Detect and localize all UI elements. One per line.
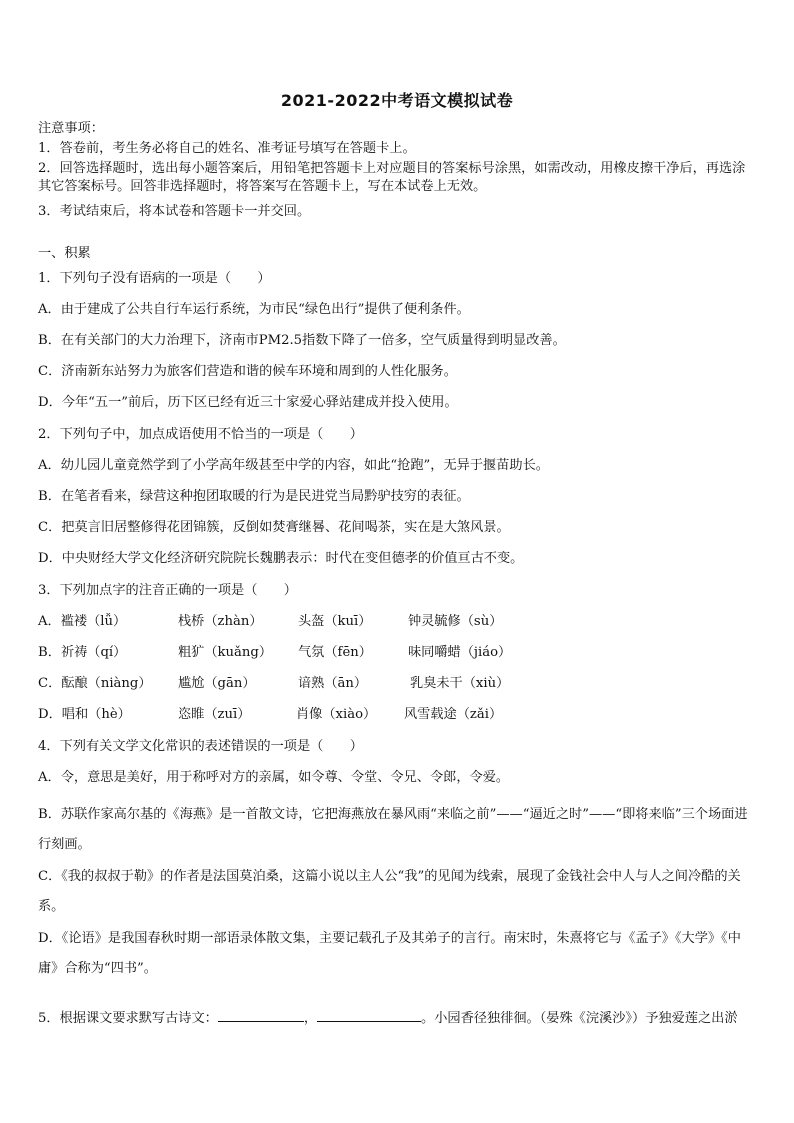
q3-b-item-1: B．祈祷（qí） [38,645,127,660]
q3-d-item-1: D．唱和（hè） [38,707,131,722]
q3-c-item-4: 乳臭未干（xiù） [410,676,510,691]
q1-option-b: B．在有关部门的大力治理下，济南市PM2.5指数下降了一倍多，空气质量得到明显改善。 [38,333,566,348]
q3-a-item-1: A．褴褛（lǚ） [38,614,127,629]
q3-a-item-4: 钟灵毓修（sù） [408,614,503,629]
q5-prefix: 5．根据课文要求默写古诗文： [38,1011,218,1026]
q4-option-d: D．《论语》是我国春秋时期一部语录体散文集，主要记载孔子及其弟子的言行。南宋时，朱熹将它与《孟子》《大学》《中庸》合称为“四书”。 [38,931,741,976]
q4-option-c: C．《我的叔叔于勒》的作者是法国莫泊桑，这篇小说以主人公“我”的见闻为线索，展现了金钱社会中人与人之间冷酷的关系。 [38,869,741,914]
q5-answer-blank-1[interactable] [218,1008,304,1022]
q5-comma: ， [303,1011,318,1026]
q5-suffix: 。小园香径独徘徊。（晏殊《浣溪沙》）予独爱莲之出淤 [421,1011,738,1026]
q3-d-item-3: 肖像（xiào） [296,707,377,722]
q2-option-b: B．在笔者看来，绿营这种抱团取暖的行为是民进党当局黔驴技穷的表征。 [38,489,470,504]
exam-title: 2021-2022中考语文模拟试卷 [280,91,514,110]
q1-stem: 1．下列句子没有语病的一项是（ ） [38,271,271,286]
q2-option-a: A．幼儿园儿童竟然学到了小学高年级甚至中学的内容，如此“抢跑”，无异于揠苗助长。 [38,458,549,473]
q4-option-b: B．苏联作家高尔基的《海燕》是一首散文诗，它把海燕放在暴风雨“来临之前”——“逼近之时”——“即将来临”三个场面进行刻画。 [38,807,748,852]
q4-stem: 4．下列有关文学文化常识的表述错误的一项是（ ） [38,739,363,754]
notice-item-2: 2．回答选择题时，选出每小题答案后，用铅笔把答题卡上对应题目的答案标号涂黑，如需改动，用橡皮擦干净后，再选涂其它答案标号。回答非选择题时，将答案写在答题卡上，写在本试卷上无效。 [38,161,746,194]
q2-option-d: D．中央财经大学文化经济研究院院长魏鹏表示：时代在变但德孝的价值亘古不变。 [38,551,524,566]
q3-b-item-3: 气氛（fēn） [298,645,372,660]
q4-option-a: A．令，意思是美好，用于称呼对方的亲属，如令尊、令堂、令兄、令郎，令爱。 [38,770,510,785]
notice-item-3: 3．考试结束后，将本试卷和答题卡一并交回。 [38,204,311,219]
q1-option-c: C．济南新东站努力为旅客们营造和谐的候车环境和周到的人性化服务。 [38,364,457,379]
notice-heading: 注意事项： [38,121,104,136]
q3-c-item-1: C．酝酿（niàng） [38,676,152,691]
q2-stem: 2．下列句子中，加点成语使用不恰当的一项是（ ） [38,427,363,442]
q3-b-item-4: 味同嚼蜡（jiáo） [408,645,512,660]
q3-d-item-4: 风雪载途（zǎi） [404,707,503,722]
q3-a-item-3: 头盔（kuī） [298,614,372,629]
q1-option-a: A．由于建成了公共自行车运行系统，为市民“绿色出行”提供了便利条件。 [38,302,470,317]
q3-stem: 3．下列加点字的注音正确的一项是（ ） [38,583,297,598]
q5-line [38,1008,738,1028]
q3-d-item-2: 恣睢（zuī） [178,707,251,722]
q1-option-d: D．今年“五一”前后，历下区已经有近三十家爱心驿站建成并投入使用。 [38,395,458,410]
q3-a-item-2: 栈桥（zhàn） [178,614,263,629]
q2-option-c: C．把莫言旧居整修得花团锦簇，反倒如焚膏继晷、花间喝茶，实在是大煞风景。 [38,520,510,535]
section-heading: 一、积累 [38,246,91,261]
q3-b-item-2: 粗犷（kuǎng） [178,645,273,660]
notice-item-1: 1．答卷前，考生务必将自己的姓名、准考证号填写在答题卡上。 [38,141,416,156]
q3-c-item-3: 谙熟（ān） [298,676,368,691]
q5-answer-blank-2[interactable] [317,1008,421,1022]
q3-c-item-2: 尴尬（gān） [178,676,256,691]
